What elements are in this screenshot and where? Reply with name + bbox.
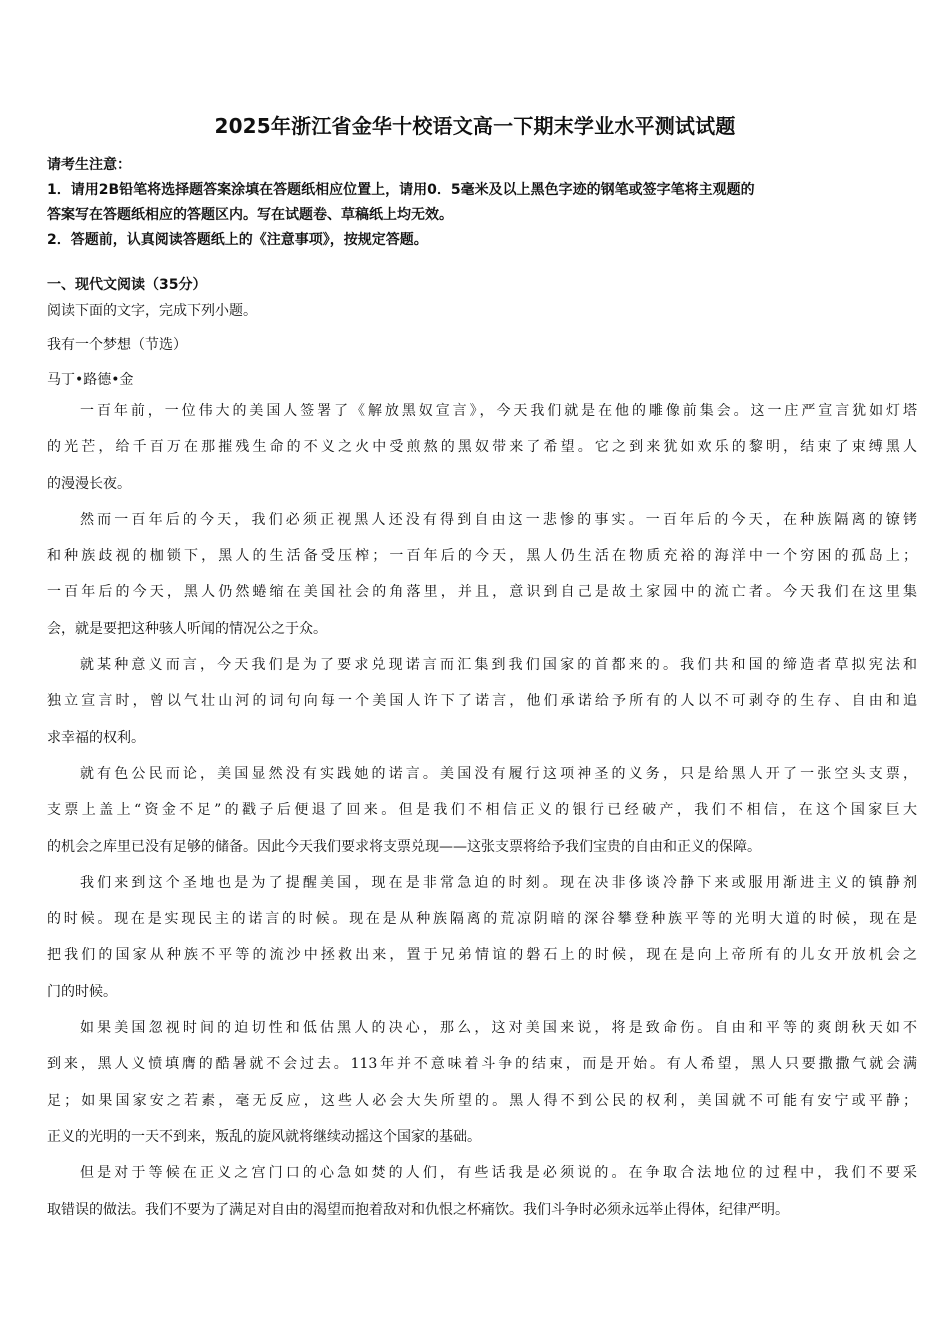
notice-line: 答案写在答题纸相应的答题区内。写在试题卷、草稿纸上均无效。 (47, 207, 453, 223)
paragraph-line: 的光芒，给千百万在那摧残生命的不义之火中受煎熬的黑奴带来了希望。它之到来犹如欢乐的黎明，结束了束缚黑人 (47, 439, 917, 456)
article-paragraph (47, 393, 917, 502)
text-title: 我有一个梦想（节选） (47, 337, 187, 353)
paragraph-line: 正义的光明的一天不到来，叛乱的旋风就将继续动摇这个国家的基础。 (47, 1128, 481, 1145)
paragraph-line: 把我们的国家从种族不平等的流沙中拯救出来，置于兄弟情谊的磐石上的时候，现在是向上帝所有的儿女开放机会之 (47, 947, 917, 964)
section-heading: 一、现代文阅读（35分） (47, 277, 207, 293)
section-instruction: 阅读下面的文字，完成下列小题。 (47, 303, 257, 319)
paragraph-line: 和种族歧视的枷锁下，黑人的生活备受压榨；一百年后的今天，黑人仍生活在物质充裕的海洋中一个穷困的孤岛上； (47, 548, 917, 565)
paragraph-line: 足；如果国家安之若素，毫无反应，这些人必会大失所望的。黑人得不到公民的权利，美国就不可能有安宁或平静； (47, 1092, 917, 1109)
paragraph-line: 求幸福的权利。 (47, 729, 145, 746)
text-author: 马丁•路德•金 (47, 372, 134, 388)
article-paragraph (47, 502, 917, 647)
article-body (47, 393, 917, 1228)
exam-notice (47, 153, 907, 253)
notice-line: 1．请用2B铅笔将选择题答案涂填在答题纸相应位置上，请用0．5毫米及以上黑色字迹的钢笔或签字笔将主观题的 (47, 182, 755, 198)
article-paragraph (47, 647, 917, 756)
paragraph-line: 的机会之库里已没有足够的储备。因此今天我们要求将支票兑现——这张支票将给予我们宝贵的自由和正义的保障。 (47, 838, 761, 855)
paragraph-line: 独立宣言时，曾以气壮山河的词句向每一个美国人许下了诺言，他们承诺给予所有的人以不可剥夺的生存、自由和追 (47, 693, 917, 710)
paragraph-line: 就有色公民而论，美国显然没有实践她的诺言。美国没有履行这项神圣的义务，只是给黑人开了一张空头支票， (80, 765, 917, 782)
paragraph-line: 一百年前，一位伟大的美国人签署了《解放黑奴宣言》，今天我们就是在他的雕像前集会。这一庄严宣言犹如灯塔 (80, 403, 917, 419)
paragraph-line: 取错误的做法。我们不要为了满足对自由的渴望而抱着敌对和仇恨之杯痛饮。我们斗争时必须永远举止得体，纪律严明。 (47, 1201, 789, 1218)
paragraph-line: 如果美国忽视时间的迫切性和低估黑人的决心，那么，这对美国来说，将是致命伤。自由和平等的爽朗秋天如不 (80, 1020, 917, 1037)
article-paragraph (47, 865, 917, 1010)
paragraph-line: 门的时候。 (47, 983, 117, 1000)
paragraph-line: 的时候。现在是实现民主的诺言的时候。现在是从种族隔离的荒凉阴暗的深谷攀登种族平等的光明大道的时候，现在是 (47, 911, 917, 928)
paragraph-line: 就某种意义而言，今天我们是为了要求兑现诺言而汇集到我们国家的首都来的。我们共和国的缔造者草拟宪法和 (80, 657, 917, 674)
reading-section (47, 272, 907, 393)
paragraph-line: 我们来到这个圣地也是为了提醒美国，现在是非常急迫的时刻。现在决非侈谈冷静下来或服用渐进主义的镇静剂 (80, 874, 917, 891)
paragraph-line: 支票上盖上“资金不足”的戳子后便退了回来。但是我们不相信正义的银行已经破产，我们不相信，在这个国家巨大 (47, 802, 917, 819)
notice-line: 2．答题前，认真阅读答题纸上的《注意事项》，按规定答题。 (47, 232, 428, 248)
page-title: 2025年浙江省金华十校语文高一下期末学业水平测试试题 (214, 114, 736, 138)
notice-heading: 请考生注意： (47, 157, 131, 173)
paragraph-line: 的漫漫长夜。 (47, 475, 131, 492)
paragraph-line: 一百年后的今天，黑人仍然蜷缩在美国社会的角落里，并且，意识到自己是故土家园中的流亡者。今天我们在这里集 (47, 584, 917, 601)
paragraph-line: 然而一百年后的今天，我们必须正视黑人还没有得到自由这一悲惨的事实。一百年后的今天，在种族隔离的镣铐 (80, 511, 917, 528)
paragraph-line: 但是对于等候在正义之宫门口的心急如焚的人们，有些话我是必须说的。在争取合法地位的过程中，我们不要采 (80, 1165, 917, 1182)
article-paragraph (47, 756, 917, 865)
paragraph-line: 到来，黑人义愤填膺的酷暑就不会过去。113年并不意味着斗争的结束，而是开始。有人希望，黑人只要撒撒气就会满 (47, 1056, 917, 1073)
article-paragraph (47, 1010, 917, 1155)
paragraph-line: 会，就是要把这种骇人听闻的情况公之于众。 (47, 620, 327, 637)
article-paragraph (47, 1155, 917, 1228)
